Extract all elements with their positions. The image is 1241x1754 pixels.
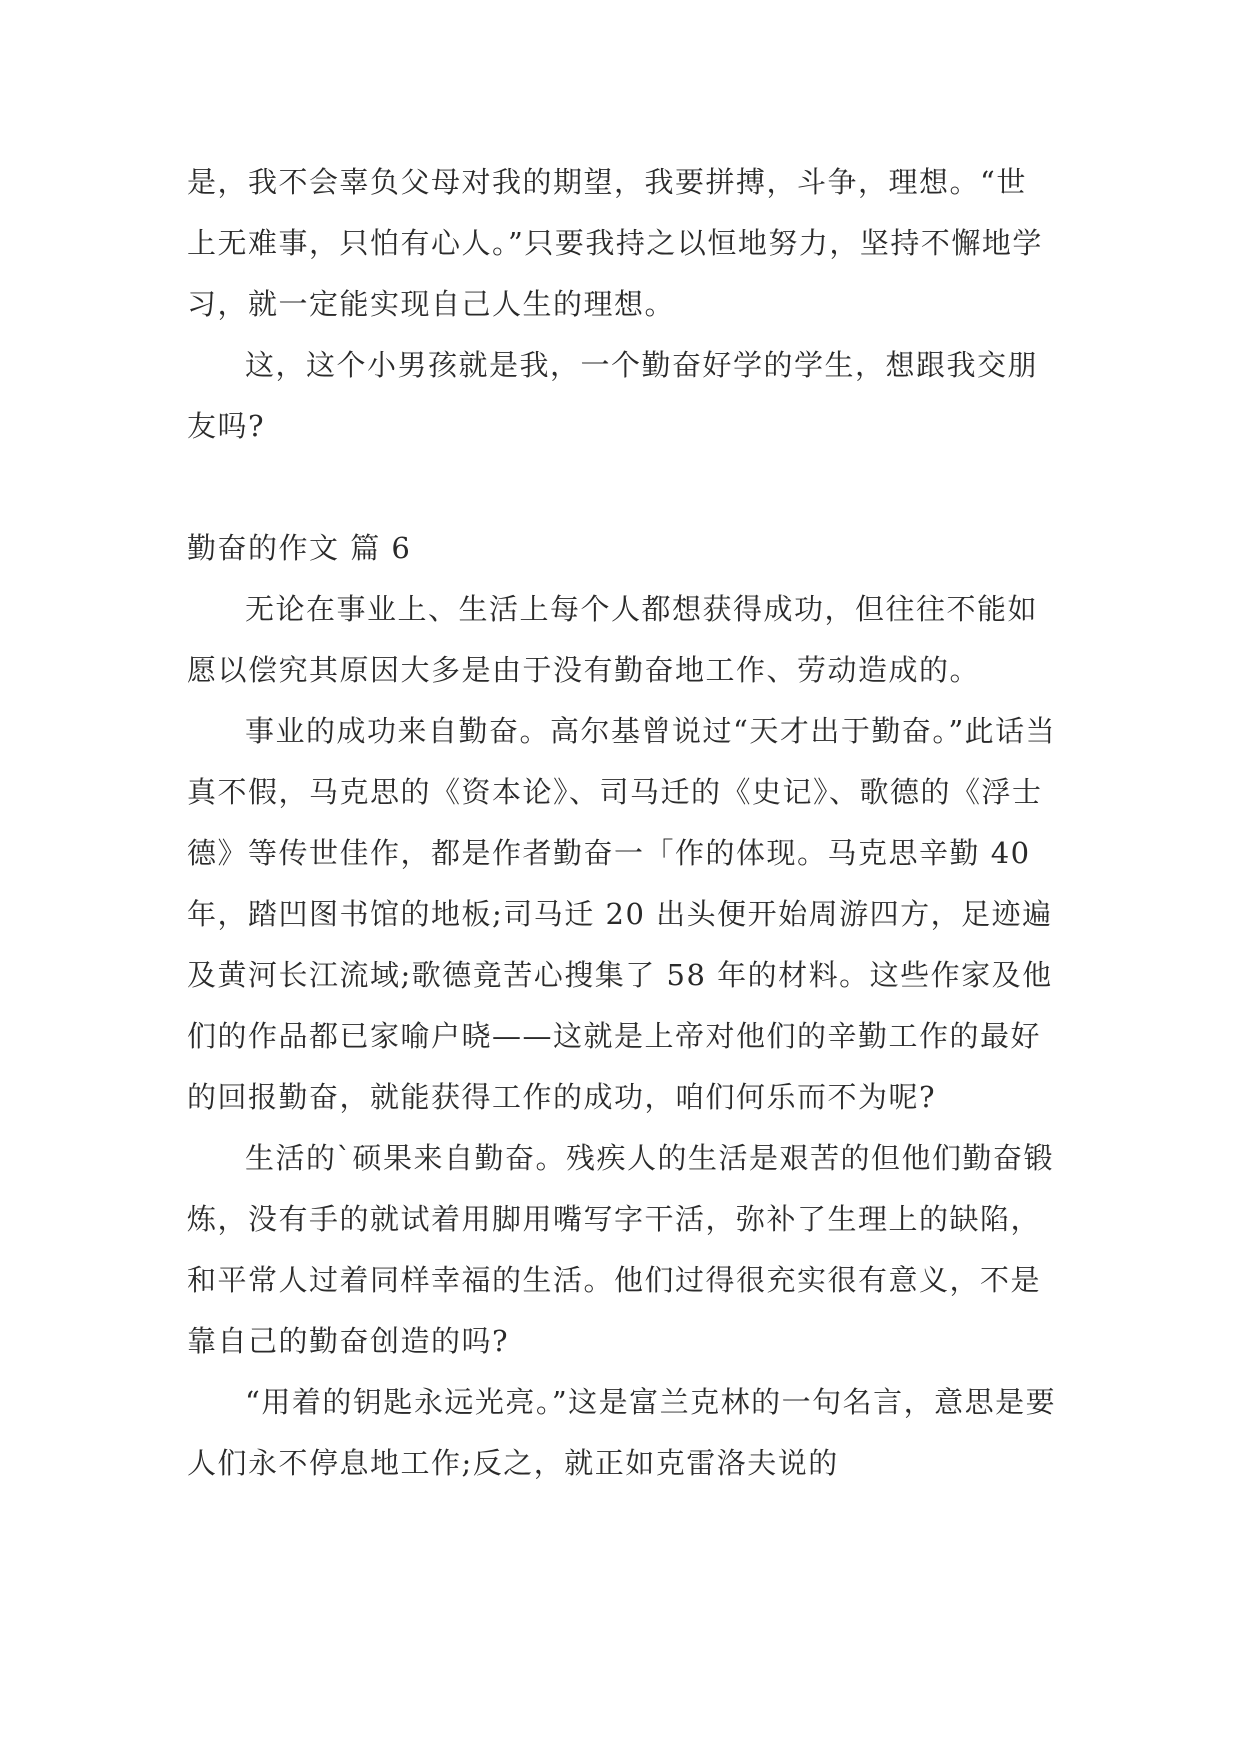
paragraph-success-intro: 无论在事业上、生活上每个人都想获得成功，但往往不能如愿以偿究其原因大多是由于没有勤奋地工作、劳动造成的。 xyxy=(187,592,1039,687)
paragraph-career-success: 事业的成功来自勤奋。高尔基曾说过“天才出于勤奋。”此话当真不假，马克思的《资本论》、司马迁的《史记》、歌德的《浮士德》等传世佳作，都是作者勤奋一「作的体现。马克思辛勤 40 年，踏凹图书馆的地板;司马迁 20 出头便开始周游四方，足迹遍及黄河长江流域;歌德竟苦心搜集了 58 年的材料。这些作家及他们的作品都已家喻户晓——这就是上帝对他们的辛勤工作的最好的回报勤奋，就能获得工作的成功，咱们何乐而不为呢? xyxy=(187,714,1057,1114)
paragraph-life-achievements: 生活的`硕果来自勤奋。残疾人的生活是艰苦的但他们勤奋锻炼，没有手的就试着用脚用嘴写字干活，弥补了生理上的缺陷，和平常人过着同样幸福的生活。他们过得很充实很有意义，不是靠自己的勤奋创造的吗? xyxy=(187,1141,1055,1358)
paragraph-franklin-quote: “用着的钥匙永远光亮。”这是富兰克林的一句名言，意思是要人们永不停息地工作;反之，就正如克雷洛夫说的 xyxy=(187,1385,1057,1480)
paragraph-boy-intro: 这，这个小男孩就是我，一个勤奋好学的学生，想跟我交朋友吗? xyxy=(187,348,1039,443)
document-body xyxy=(187,152,1057,1494)
section-title: 勤奋的作文 篇 6 xyxy=(187,531,412,565)
paragraph-continued: 是，我不会辜负父母对我的期望，我要拼搏，斗争，理想。“世上无难事，只怕有心人。”只要我持之以恒地努力，坚持不懈地学习，就一定能实现自己人生的理想。 xyxy=(187,165,1043,321)
section-spacer xyxy=(187,457,1057,518)
